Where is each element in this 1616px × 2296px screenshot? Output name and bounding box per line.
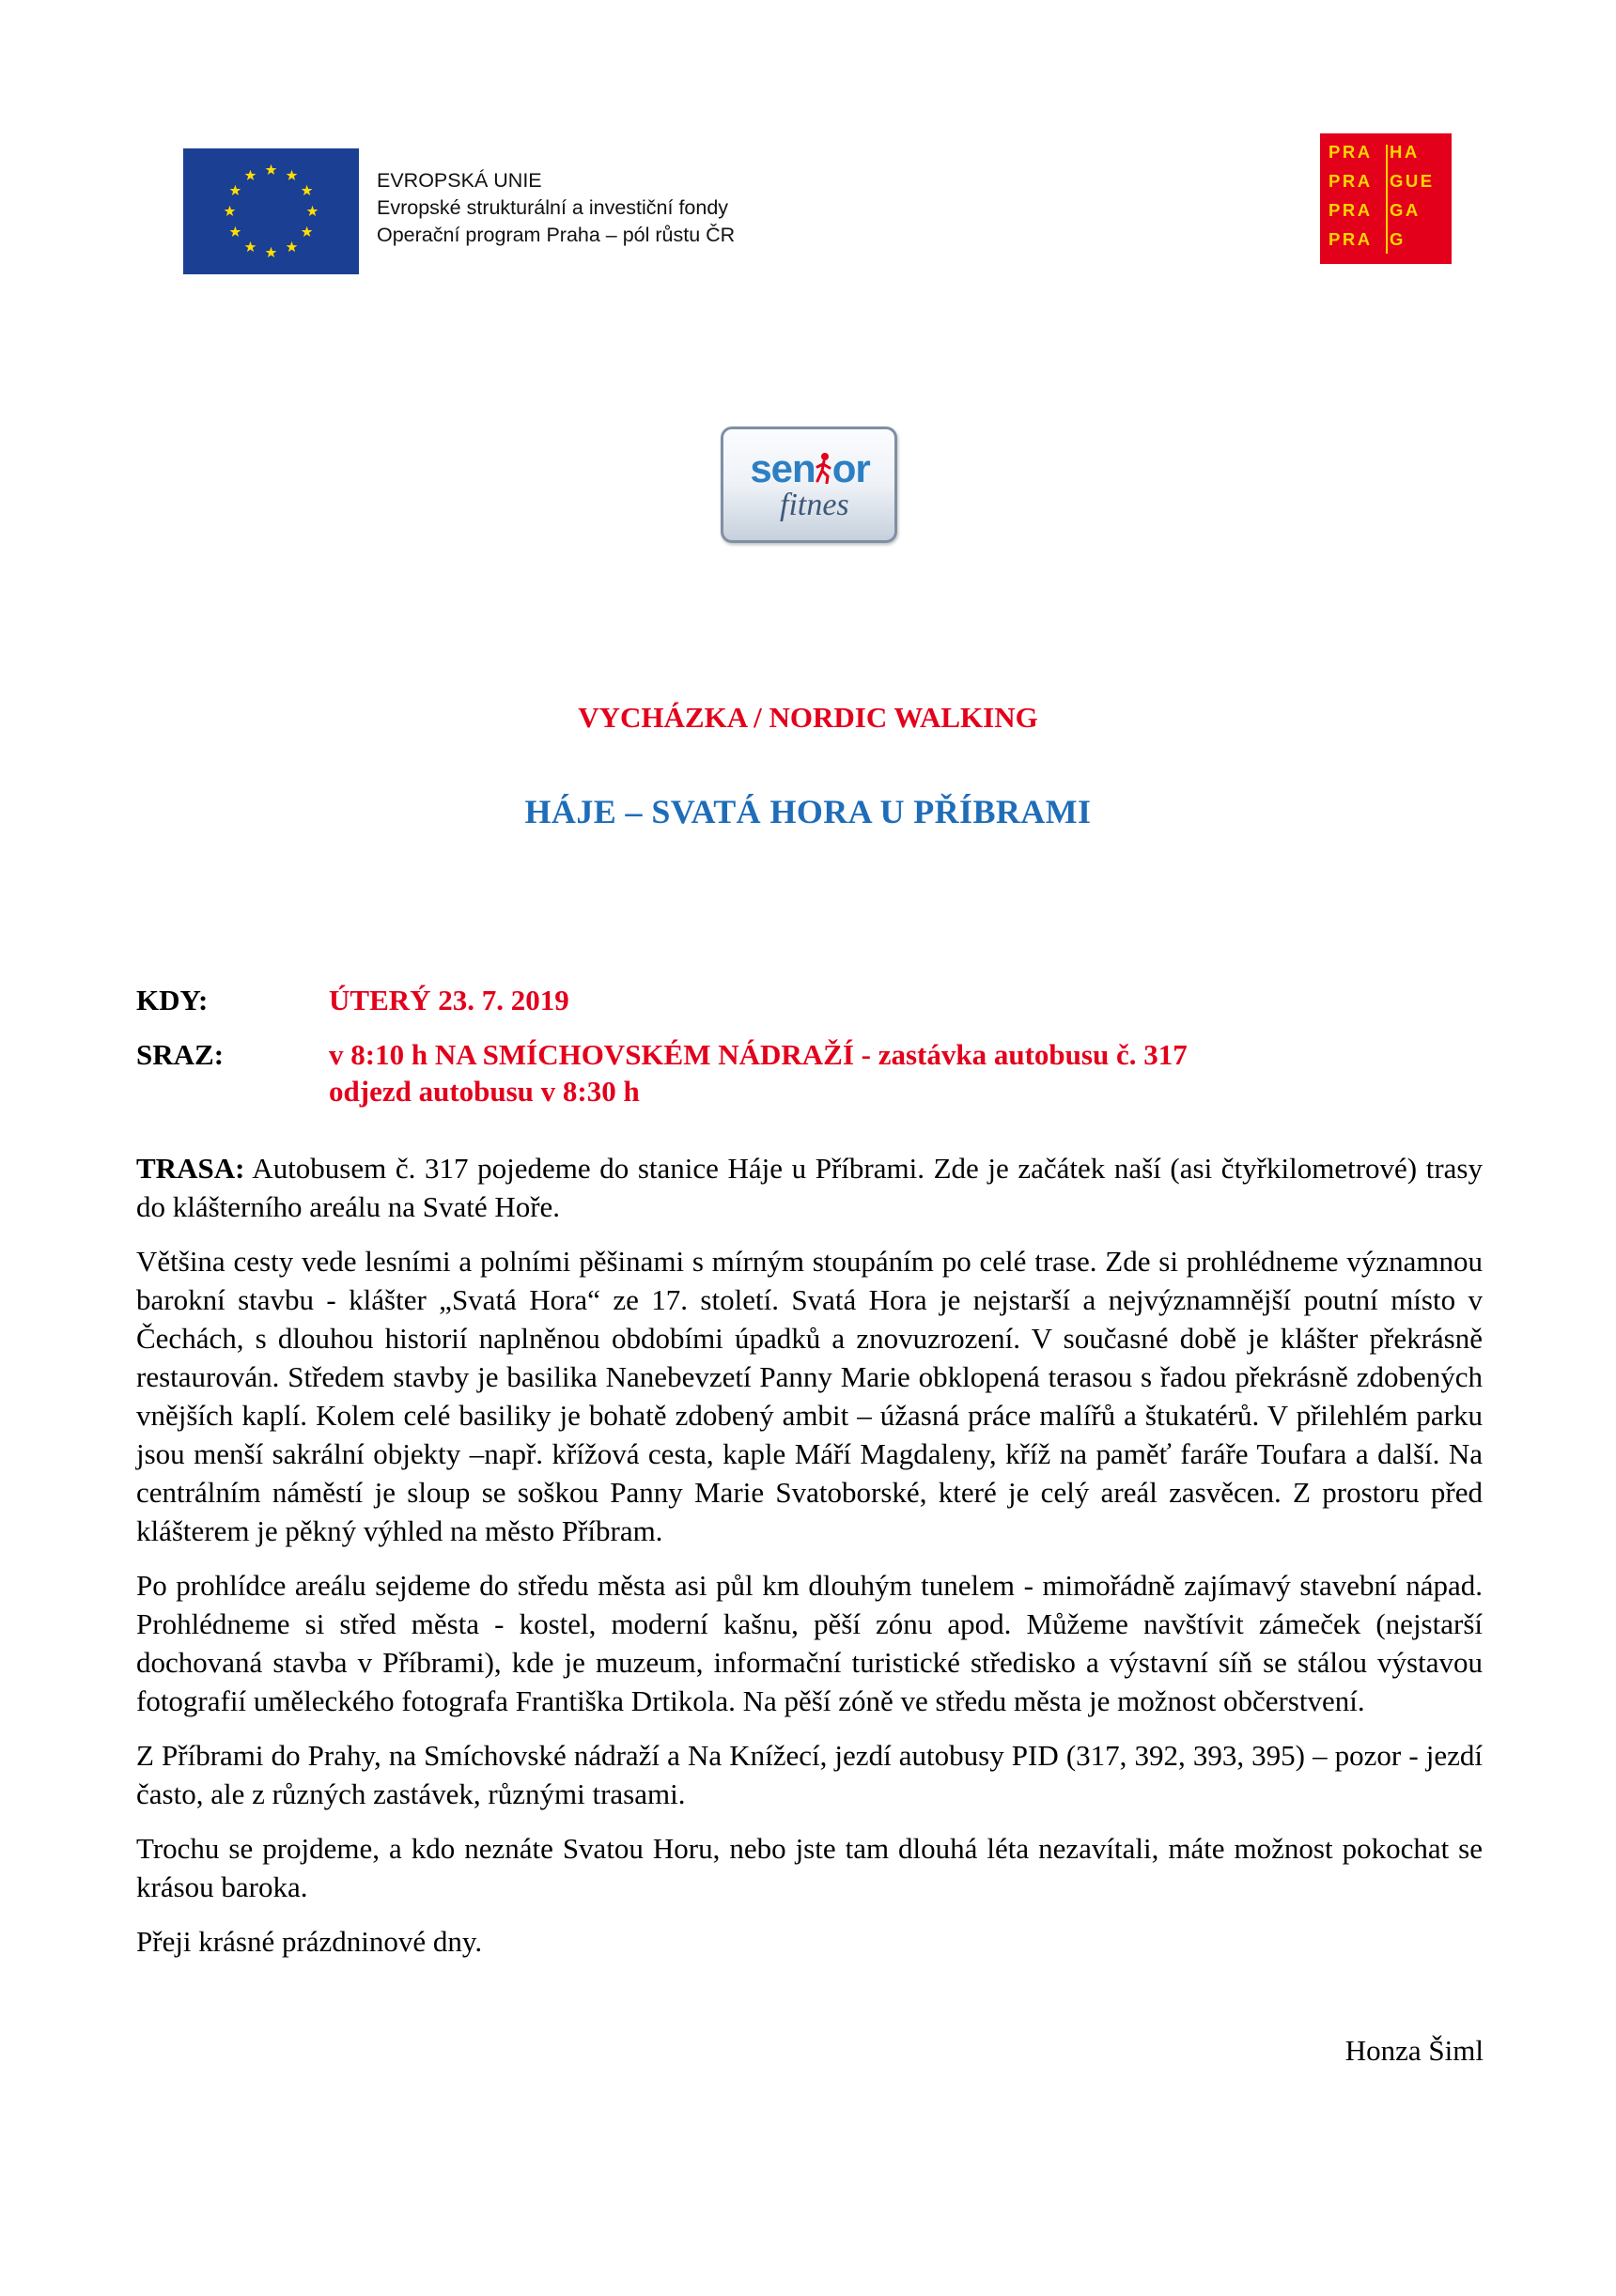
eu-flag-icon <box>183 148 359 274</box>
route-text: Autobusem č. 317 pojedeme do stanice Háje u Příbrami. Zde je začátek naší (asi čtyřkilometrové) trasy do klášterního areálu na Svaté Hoře. <box>136 1152 1483 1223</box>
prague-logo-right: HA <box>1390 142 1420 162</box>
route-paragraph <box>136 1149 1483 1226</box>
prague-logo-left: PRA <box>1329 142 1373 162</box>
paragraph: Přeji krásné prázdninové dny. <box>136 1925 483 1958</box>
prague-logo-right: G <box>1390 229 1406 249</box>
prague-logo-row <box>1320 229 1452 254</box>
prague-logo-row <box>1320 171 1452 195</box>
prague-logo-right: GUE <box>1390 171 1435 191</box>
eu-line-3: Operační program Praha – pól růstu ČR <box>377 224 736 246</box>
prague-logo-left: PRA <box>1329 171 1373 191</box>
when-label: KDY: <box>136 984 209 1016</box>
prague-logo-row <box>1320 142 1452 166</box>
paragraph: Trochu se projdeme, a kdo neznáte Svatou Horu, nebo jste tam dlouhá léta nezavítali, máte možnost pokochat se krásou baroka. <box>136 1832 1483 1903</box>
prague-logo-left: PRA <box>1329 229 1373 249</box>
senior-logo-word: sen or <box>750 446 870 490</box>
eu-logo-text <box>377 167 865 249</box>
senior-fitnes-logo <box>721 427 897 543</box>
paragraph: Většina cesty vede lesními a polními pěšinami s mírným stoupáním po celé trase. Zde si prohlédneme významnou barokní stavbu - klášter „Svatá Hora“ ze 17. století. Svatá Hora je nejstarší a nejvýznamnější poutní místo v Čechách, s dlouhou historií naplněnou obdobími úpadků a znovuzrození. V současné době je klášter překrásně restaurován. Středem stavby je basilika Nanebevzetí Panny Marie obklopená terasou s řadou překrásně zdobených vnějších kaplí. Kolem celé basiliky je bohatě zdobený ambit – úžasná práce malířů a štukatérů. V přilehlém parku jsou menší sakrální objekty –např. křížová cesta, kaple Máří Magdaleny, kříž na paměť faráře Toufara a další. Na centrálním náměstí je sloup se soškou Panny Marie Svatoborské, které je celý areál zasvěcen. Z prostoru před klášterem je pěkný výhled na město Příbram. <box>136 1245 1483 1547</box>
fitnes-logo-word: fitnes <box>780 488 849 522</box>
prague-logo <box>1320 133 1452 264</box>
paragraph: Z Příbrami do Prahy, na Smíchovské nádraží a Na Knížecí, jezdí autobusy PID (317, 392, 393, 395) – pozor - jezdí často, ale z různých zastávek, různými trasami. <box>136 1739 1483 1810</box>
meeting-label: SRAZ: <box>136 1038 225 1071</box>
runner-icon <box>816 452 832 484</box>
eu-line-1: EVROPSKÁ UNIE <box>377 169 542 192</box>
bus-departure: odjezd autobusu v 8:30 h <box>329 1075 640 1108</box>
route-label: TRASA: <box>136 1152 245 1185</box>
activity-heading: VYCHÁZKA / NORDIC WALKING <box>578 701 1038 734</box>
eu-line-2: Evropské strukturální a investiční fondy <box>377 196 729 219</box>
meeting-place: v 8:10 h NA SMÍCHOVSKÉM NÁDRAŽÍ - zastávka autobusu č. 317 <box>329 1038 1188 1071</box>
prague-logo-right: GA <box>1390 200 1421 220</box>
prague-logo-left: PRA <box>1329 200 1373 220</box>
prague-logo-row <box>1320 200 1452 225</box>
route-heading: HÁJE – SVATÁ HORA U PŘÍBRAMI <box>524 793 1092 830</box>
signature: Honza Šiml <box>1344 2034 1484 2067</box>
paragraph: Po prohlídce areálu sejdeme do středu města asi půl km dlouhým tunelem - mimořádně zajímavý stavební nápad. Prohlédneme si střed města - kostel, moderní kašnu, pěší zónu apod. Můžeme navštívit zámeček (nejstarší dochovaná stavba v Příbrami), kde je muzeum, informační turistické středisko a výstavní síň se stálou výstavou fotografií uměleckého fotografa Františka Drtikola. Na pěší zóně ve středu města je možnost občerstvení. <box>136 1569 1483 1717</box>
body-text <box>136 1149 1483 1977</box>
when-value: ÚTERÝ 23. 7. 2019 <box>329 984 569 1016</box>
